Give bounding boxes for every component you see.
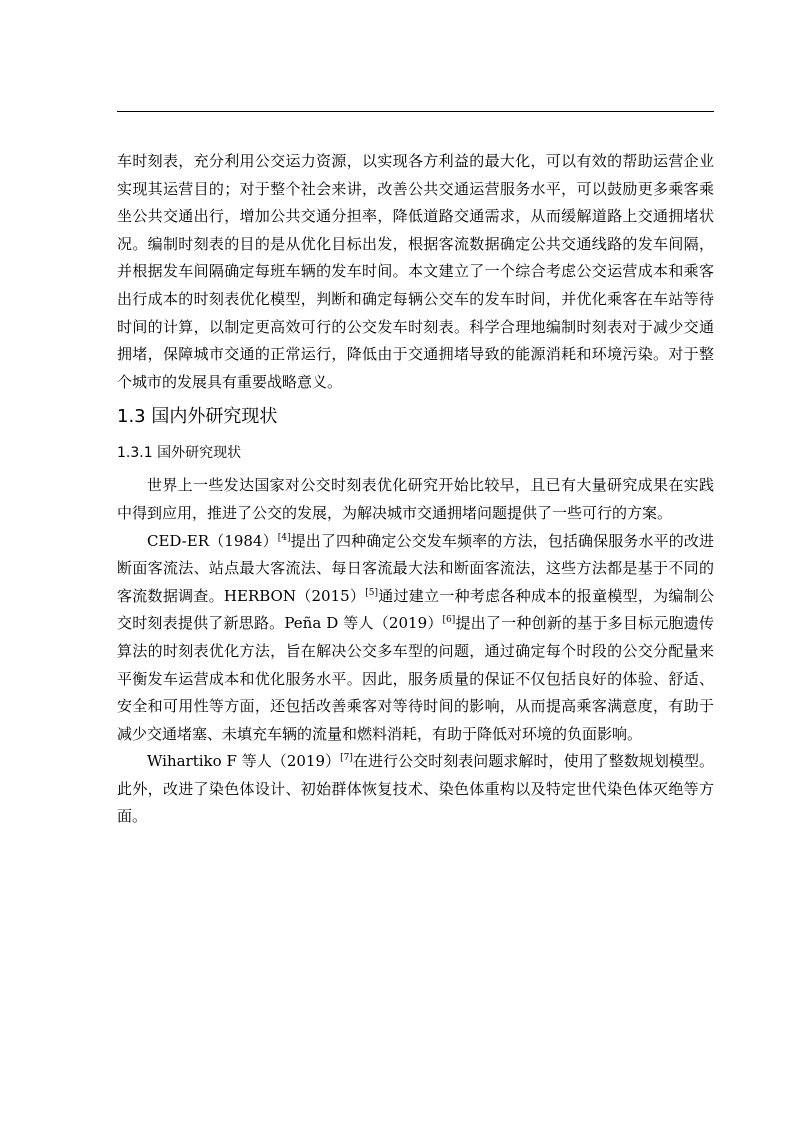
text-run: CED-ER（1984） <box>147 531 278 550</box>
text-run: 提出了一种创新的基于多目标元胞遗传算法的时刻表优化方法，旨在解决公交多车型的问题，通过确定每个时段的公交分配量来平衡发车运营成本和优化服务水平。因此，服务质量的保证不仅包括良好的体验、舒适、安全和可用性等方面，还包括改善乘客对等待时间的影响，从而提高乘客满意度，有助于减少交通堵塞、未填充车辆的流量和燃料消耗，有助于降低对环境的负面影响。 <box>117 614 714 743</box>
text-run: 通过建立一种考虑各种成本的报童模型，为编制公交时刻表提供了新思路。Peña D 等人（2019） <box>117 586 714 633</box>
citation-ref-7: [7] <box>340 753 353 764</box>
citation-ref-4: [4] <box>277 532 291 543</box>
citation-ref-6: [6] <box>442 615 456 626</box>
text-run: 提出了四种确定公交发车频率的方法，包括确保服务水平的改进断面客流法、站点最大客流法、每日客流最大法和断面客流法，这些方法都是基于不同的客流数据调查 <box>117 531 715 605</box>
paragraph-literature-2 <box>117 748 714 831</box>
header-rule <box>117 111 714 112</box>
text-run: 。HERBON（2015） <box>208 586 366 605</box>
subsection-heading-1-3-1: 1.3.1 国外研究现状 <box>117 445 242 462</box>
page-body <box>117 148 714 831</box>
section-heading-1-3: 1.3 国内外研究现状 <box>117 406 278 428</box>
text-run: Wihartiko F 等人（2019） <box>147 752 341 771</box>
text-run: 在进行公交时刻表问题求解时，使用了整数规划模型。此外，改进了染色体设计、初始群体恢复技术、染色体重构以及特定世代染色体灭绝等方面。 <box>117 752 714 826</box>
paragraph-literature-1 <box>117 528 714 749</box>
paragraph-overview: 世界上一些发达国家对公交时刻表优化研究开始比较早，且已有大量研究成果在实践中得到应用，推进了公交的发展，为解决城市交通拥堵问题提供了一些可行的方案。 <box>117 476 714 522</box>
citation-ref-5: [5] <box>365 587 378 598</box>
paragraph-intro-continued: 车时刻表，充分利用公交运力资源，以实现各方利益的最大化，可以有效的帮助运营企业实现其运营目的；对于整个社会来讲，改善公共交通运营服务水平，可以鼓励更多乘客乘坐公共交通出行，增加公共交通分担率，降低道路交通需求，从而缓解道路上交通拥堵状况。编制时刻表的目的是从优化目标出发，根据客流数据确定公共交通线路的发车间隔，并根据发车间隔确定每班车辆的发车时间。本文建立了一个综合考虑公交运营成本和乘客出行成本的时刻表优化模型，判断和确定每辆公交车的发车时间，并优化乘客在车站等待时间的计算，以制定更高效可行的公交发车时刻表。科学合理地编制时刻表对于减少交通拥堵，保障城市交通的正常运行，降低由于交通拥堵导致的能源消耗和环境污染。对于整个城市的发展具有重要战略意义。 <box>117 152 714 391</box>
